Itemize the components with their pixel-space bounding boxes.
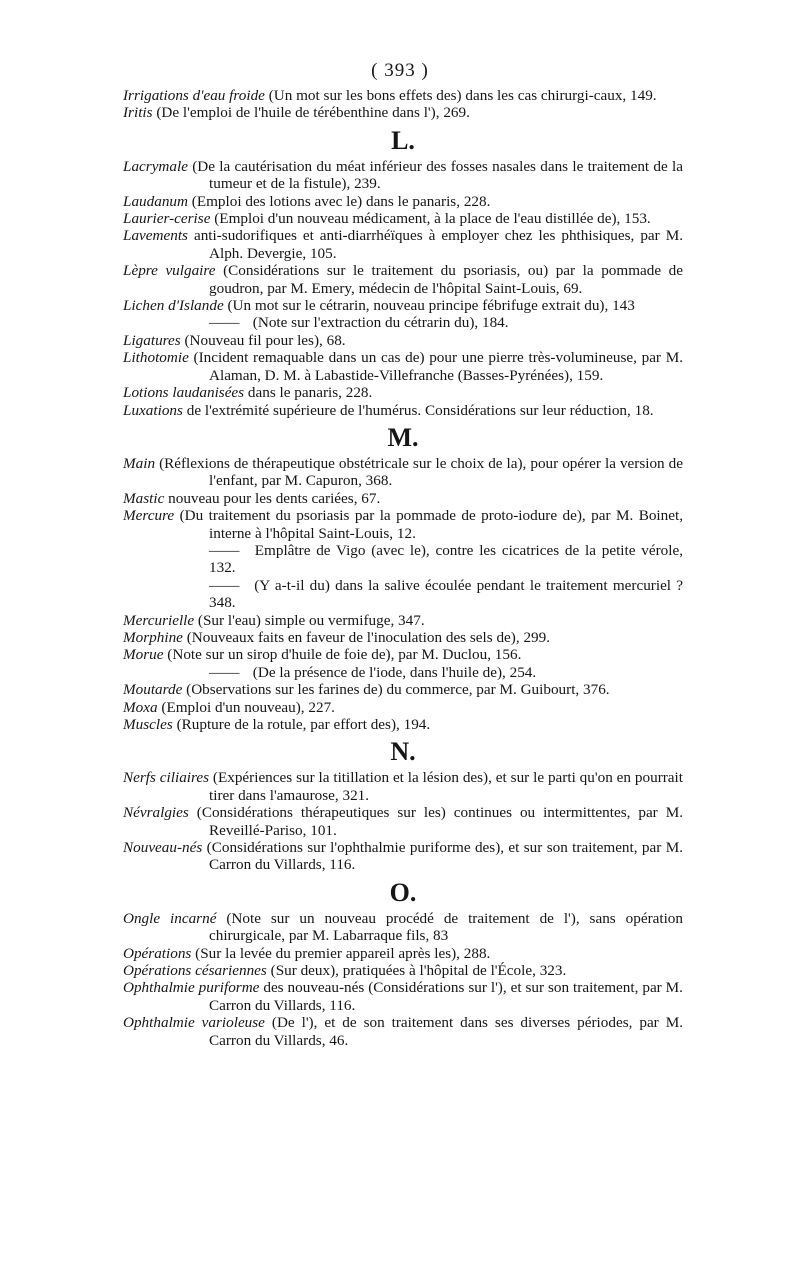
index-entry — [123, 227, 683, 262]
entry-text: (Considérations sur l'ophthalmie puriforme des), et sur son traitement, par M. Carron du Villards, 116. — [202, 839, 683, 874]
entry-text: (Sur deux), pratiquées à l'hôpital de l'École, 323. — [266, 962, 567, 980]
index-entry — [123, 962, 683, 979]
index-entry — [123, 193, 683, 210]
entry-term: Opérations césariennes — [123, 962, 267, 980]
index-entry — [123, 612, 683, 629]
entry-term: Lichen d'Islande — [123, 297, 224, 315]
entry-text: (Du traitement du psoriasis par la pommade de proto-iodure de), par M. Boinet, interne à l'hôpital Saint-Louis, 12. — [174, 507, 683, 542]
entry-term: Laurier-cerise — [123, 210, 211, 228]
index-entry — [123, 104, 683, 121]
entry-term: Irrigations d'eau froide — [123, 87, 265, 104]
section-letter: N. — [390, 737, 416, 767]
ditto-dash: —— — [209, 663, 240, 681]
index-entry — [123, 297, 683, 314]
page-number: ( 393 ) — [371, 60, 429, 81]
entry-text: (Un mot sur le cétrarin, nouveau principe fébrifuge extrait du), 143 — [223, 297, 635, 315]
index-entry — [123, 402, 683, 419]
entry-term: Opérations — [123, 944, 192, 962]
entry-term: Morphine — [123, 628, 183, 646]
index-entries — [123, 87, 683, 1049]
entry-text: des nouveau-nés (Considérations sur l'), et sur son traitement, par M. Carron du Villards, 116. — [209, 979, 683, 1014]
entry-text: (Note sur l'extraction du cétrarin du), 184. — [249, 314, 509, 332]
index-entry — [123, 945, 683, 962]
entry-text: (Un mot sur les bons effets des) dans les cas chirurgi-caux, 149. — [264, 87, 657, 104]
entry-text: (De la cautérisation du méat inférieur des fosses nasales dans le traitement de la tumeur et de la fistule), 239. — [187, 157, 683, 193]
entry-text: (Note sur un nouveau procédé de traitement de l'), sans opération chirurgicale, par M. Labarraque fils, 83 — [209, 909, 683, 945]
index-entry — [123, 681, 683, 698]
index-entry — [123, 384, 683, 401]
entry-text: (Réflexions de thérapeutique obstétricale sur le choix de la), pour opérer la version de l'enfant, par M. Capuron, 368. — [155, 454, 683, 490]
index-entry — [123, 769, 683, 804]
index-entry — [123, 716, 683, 733]
entry-term: Moxa — [123, 698, 158, 716]
index-entry — [123, 490, 683, 507]
index-entry — [123, 664, 683, 681]
entry-term: Moutarde — [123, 681, 183, 699]
entry-text: (De la présence de l'iode, dans l'huile de), 254. — [249, 663, 537, 681]
index-entry — [123, 314, 683, 331]
entry-text: (Observations sur les farines de) du commerce, par M. Guibourt, 376. — [182, 681, 610, 699]
index-entry — [123, 979, 683, 1014]
entry-text: (Rupture de la rotule, par effort des), 194. — [172, 716, 431, 733]
index-entry — [123, 542, 683, 577]
entry-text: (De l'), et de son traitement dans ses diverses périodes, par M. Carron du Villards, 46. — [209, 1014, 683, 1049]
entry-term: Lithotomie — [123, 349, 189, 367]
entry-text: (Sur l'eau) simple ou vermifuge, 347. — [194, 611, 425, 629]
entry-term: Iritis — [123, 104, 153, 122]
entry-term: Lèpre vulgaire — [123, 262, 216, 280]
index-entry — [123, 210, 683, 227]
entry-term: Laudanum — [123, 192, 188, 210]
entry-text: (Incident remaquable dans un cas de) pour une pierre très-volumineuse, par M. Alaman, D. M. à Labastide-Villefranche (Basses-Pyrénées), 159. — [188, 349, 683, 384]
index-entry — [123, 349, 683, 384]
entry-term: Lotions laudanisées — [123, 384, 245, 402]
entry-term: Muscles — [123, 716, 173, 733]
entry-text: (Y a-t-il du) dans la salive écoulée pendant le traitement mercuriel ? 348. — [209, 576, 683, 612]
index-entry — [123, 507, 683, 542]
index-entry — [123, 646, 683, 663]
index-entry — [123, 158, 683, 193]
section-letter: M. — [387, 422, 419, 452]
index-entry — [123, 87, 683, 104]
entry-text: (Emploi d'un nouveau médicament, à la place de l'eau distillée de), 153. — [210, 210, 651, 228]
entry-term: Mercurielle — [123, 611, 195, 629]
index-entry — [123, 577, 683, 612]
section-letter: O. — [389, 877, 417, 907]
entry-text: anti-sudorifiques et anti-diarrhéïques à employer chez les phthisiques, par M. Alph. Devergie, 105. — [187, 227, 683, 262]
entry-text: (De l'emploi de l'huile de térébenthine dans l'), 269. — [152, 104, 470, 122]
index-entry — [123, 455, 683, 490]
ditto-dash: —— — [209, 314, 240, 332]
entry-term: Névralgies — [123, 804, 189, 822]
index-entry — [123, 699, 683, 716]
entry-term: Ophthalmie puriforme — [123, 979, 260, 997]
entry-term: Ongle incarné — [123, 909, 217, 927]
entry-text: (Sur la levée du premier appareil après les), 288. — [191, 944, 491, 962]
entry-text: (Expériences sur la titillation et la lésion des), et sur le parti qu'on en pourrait tirer dans l'amaurose, 321. — [209, 769, 683, 804]
entry-term: Luxations — [123, 401, 183, 419]
ditto-dash: —— — [209, 576, 240, 594]
index-entry — [123, 1014, 683, 1049]
entry-term: Mercure — [123, 507, 175, 525]
entry-term: Lavements — [123, 227, 188, 245]
entry-term: Nouveau-nés — [123, 839, 203, 857]
entry-text: (Emploi d'un nouveau), 227. — [157, 698, 335, 716]
index-entry — [123, 332, 683, 349]
ditto-dash: —— — [209, 541, 240, 559]
entry-text: (Considérations sur le traitement du psoriasis, ou) par la pommade de goudron, par M. Emery, médecin de l'hôpital Saint-Louis, 69. — [209, 262, 683, 297]
entry-text: de l'extrémité supérieure de l'humérus. Considérations sur leur réduction, 18. — [182, 401, 654, 419]
entry-term: Main — [123, 454, 156, 472]
entry-term: Ophthalmie varioleuse — [123, 1014, 265, 1032]
section-letter: L. — [391, 125, 415, 155]
entry-text: (Nouveau fil pour les), 68. — [180, 331, 346, 349]
index-entry — [123, 262, 683, 297]
entry-text: dans le panaris, 228. — [244, 384, 373, 402]
index-entry — [123, 804, 683, 839]
entry-term: Morue — [123, 646, 164, 664]
entry-term: Mastic — [123, 489, 165, 507]
entry-term: Nerfs ciliaires — [123, 769, 210, 787]
entry-text: nouveau pour les dents cariées, 67. — [164, 489, 381, 507]
entry-text: Emplâtre de Vigo (avec le), contre les cicatrices de la petite vérole, 132. — [209, 541, 683, 577]
entry-text: (Emploi des lotions avec le) dans le panaris, 228. — [187, 192, 491, 210]
index-entry — [123, 839, 683, 874]
entry-term: Ligatures — [123, 331, 181, 349]
entry-text: (Nouveaux faits en faveur de l'inoculation des sels de), 299. — [182, 628, 551, 646]
index-entry — [123, 910, 683, 945]
entry-text: (Note sur un sirop d'huile de foie de), par M. Duclou, 156. — [163, 646, 522, 664]
index-entry — [123, 629, 683, 646]
entry-text: (Considérations thérapeutiques sur les) continues ou intermittentes, par M. Reveillé-Pariso, 101. — [188, 804, 683, 839]
entry-term: Lacrymale — [123, 157, 188, 175]
